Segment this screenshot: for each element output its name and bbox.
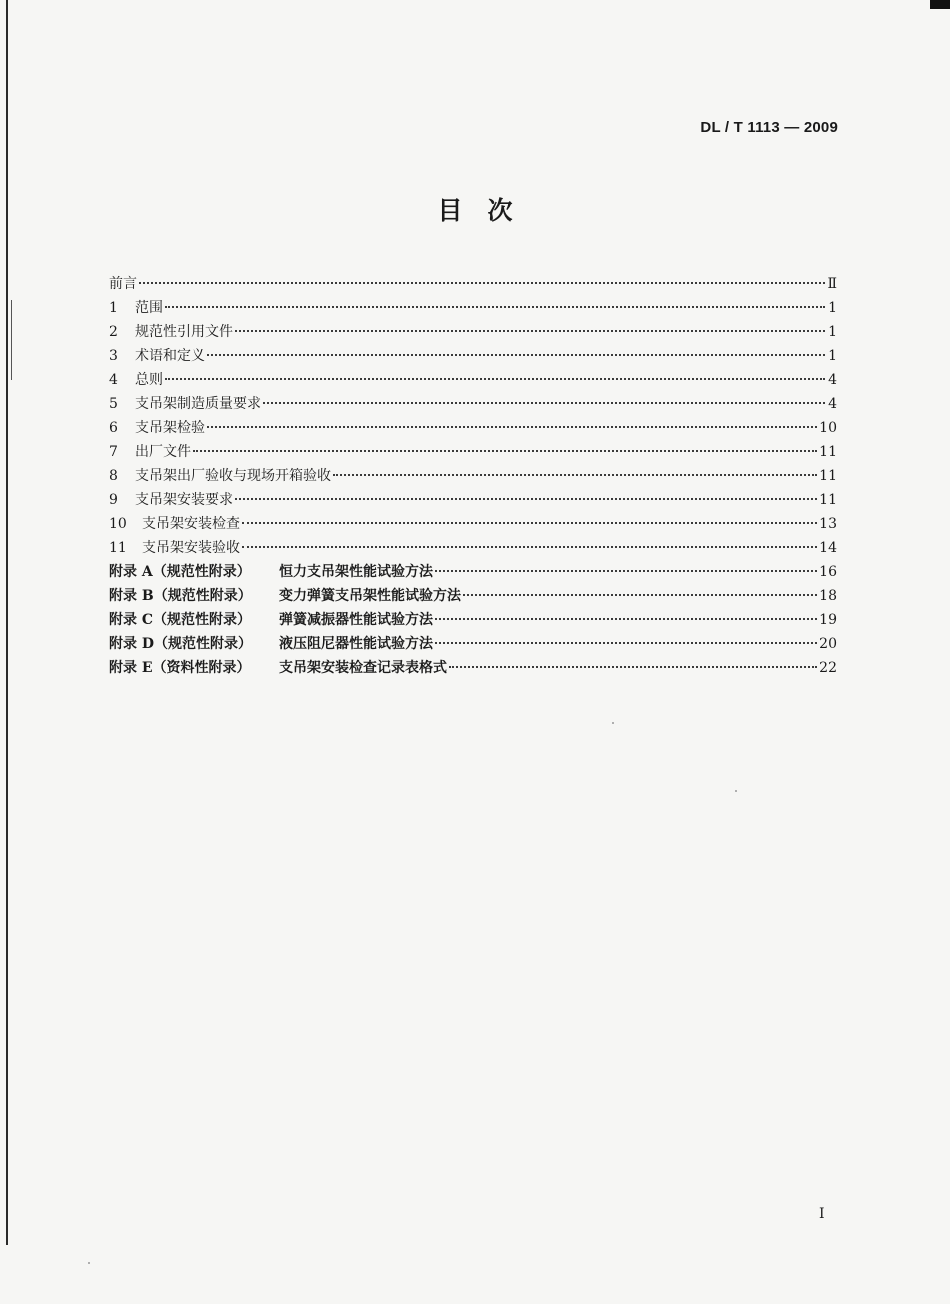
toc-entry-page: 19	[819, 612, 837, 628]
scan-edge-mark	[11, 300, 12, 380]
appendix-prefix: 附录 A（规范性附录）	[109, 564, 251, 580]
page-title: 目 次	[437, 196, 513, 225]
toc-entry-number: 7	[109, 444, 118, 460]
dot-leader	[165, 300, 825, 308]
appendix-prefix: 附录 C（规范性附录）	[109, 612, 252, 628]
toc-entry-page: 11	[819, 492, 837, 508]
toc-entry-label: 支吊架检验	[135, 420, 205, 436]
toc-entry-label: 支吊架安装检查	[142, 516, 240, 532]
page-number: I	[819, 1206, 825, 1222]
toc-entry-label: 恒力支吊架性能试验方法	[279, 564, 433, 580]
toc-entry-label: 总则	[135, 372, 163, 388]
toc-entry-foreword[interactable]	[109, 272, 837, 296]
dot-leader	[242, 540, 817, 548]
toc-entry-label: 变力弹簧支吊架性能试验方法	[279, 588, 461, 604]
toc-entry-number: 8	[109, 468, 118, 484]
toc-entry-chapter[interactable]	[109, 296, 837, 320]
toc-entry-chapter[interactable]	[109, 488, 837, 512]
toc-entry-label: 支吊架安装检查记录表格式	[279, 660, 447, 676]
toc-entry-page: 4	[828, 396, 837, 412]
toc-entry-label: 范围	[135, 300, 163, 316]
toc-entry-page: 11	[819, 468, 837, 484]
dot-leader	[207, 420, 817, 428]
toc-entry-chapter[interactable]	[109, 512, 837, 536]
toc-entry-page: 1	[828, 300, 837, 316]
scan-speck	[612, 722, 614, 724]
toc-entry-number: 11	[109, 540, 127, 556]
appendix-prefix: 附录 D（规范性附录）	[109, 636, 253, 652]
scan-speck	[88, 1262, 90, 1264]
toc-entry-chapter[interactable]	[109, 320, 837, 344]
dot-leader	[435, 564, 817, 572]
toc-entry-appendix-a[interactable]	[109, 560, 837, 584]
toc-entry-number: 3	[109, 348, 118, 364]
toc-entry-chapter[interactable]	[109, 392, 837, 416]
toc-entry-label: 规范性引用文件	[135, 324, 233, 340]
toc-entry-page: 13	[819, 516, 837, 532]
toc-entry-chapter[interactable]	[109, 416, 837, 440]
toc-entry-page: 4	[828, 372, 837, 388]
scan-speck	[735, 790, 737, 792]
toc-entry-appendix-b[interactable]	[109, 584, 837, 608]
dot-leader	[139, 276, 825, 284]
dot-leader	[333, 468, 817, 476]
dot-leader	[165, 372, 825, 380]
toc-entry-chapter[interactable]	[109, 344, 837, 368]
toc-entry-label: 支吊架制造质量要求	[135, 396, 261, 412]
toc-entry-page: Ⅱ	[827, 276, 837, 292]
toc-entry-page: 22	[819, 660, 837, 676]
toc-entry-label: 前言	[109, 276, 137, 292]
dot-leader	[463, 588, 817, 596]
toc-entry-label: 支吊架安装要求	[135, 492, 233, 508]
toc-entry-page: 11	[819, 444, 837, 460]
toc-entry-number: 6	[109, 420, 118, 436]
dot-leader	[242, 516, 817, 524]
dot-leader	[235, 492, 817, 500]
table-of-contents	[109, 272, 837, 680]
toc-entry-number: 1	[109, 300, 118, 316]
toc-entry-page: 1	[828, 348, 837, 364]
dot-leader	[449, 660, 817, 668]
appendix-prefix: 附录 B（规范性附录）	[109, 588, 252, 604]
toc-entry-chapter[interactable]	[109, 464, 837, 488]
toc-entry-chapter[interactable]	[109, 536, 837, 560]
toc-entry-number: 4	[109, 372, 118, 388]
toc-entry-number: 5	[109, 396, 118, 412]
appendix-prefix: 附录 E（资料性附录）	[109, 660, 251, 676]
toc-entry-appendix-d[interactable]	[109, 632, 837, 656]
toc-entry-chapter[interactable]	[109, 368, 837, 392]
toc-entry-label: 出厂文件	[135, 444, 191, 460]
toc-entry-label: 术语和定义	[135, 348, 205, 364]
dot-leader	[435, 636, 817, 644]
toc-entry-label: 弹簧减振器性能试验方法	[279, 612, 433, 628]
toc-entry-page: 10	[819, 420, 837, 436]
dot-leader	[193, 444, 817, 452]
toc-entry-label: 支吊架出厂验收与现场开箱验收	[135, 468, 331, 484]
toc-entry-page: 16	[819, 564, 837, 580]
dot-leader	[235, 324, 825, 332]
toc-entry-page: 1	[828, 324, 837, 340]
toc-entry-appendix-e[interactable]	[109, 656, 837, 680]
scan-corner-mark	[930, 0, 950, 9]
toc-entry-page: 18	[819, 588, 837, 604]
document-code: DL / T 1113 — 2009	[700, 119, 838, 136]
dot-leader	[207, 348, 825, 356]
toc-entry-appendix-c[interactable]	[109, 608, 837, 632]
toc-entry-page: 14	[819, 540, 837, 556]
toc-entry-number: 9	[109, 492, 118, 508]
dot-leader	[435, 612, 817, 620]
toc-entry-page: 20	[819, 636, 837, 652]
toc-entry-label: 支吊架安装验收	[142, 540, 240, 556]
toc-entry-label: 液压阻尼器性能试验方法	[279, 636, 433, 652]
toc-entry-number: 2	[109, 324, 118, 340]
dot-leader	[263, 396, 825, 404]
toc-entry-chapter[interactable]	[109, 440, 837, 464]
scan-edge	[6, 0, 8, 1245]
toc-entry-number: 10	[109, 516, 127, 532]
